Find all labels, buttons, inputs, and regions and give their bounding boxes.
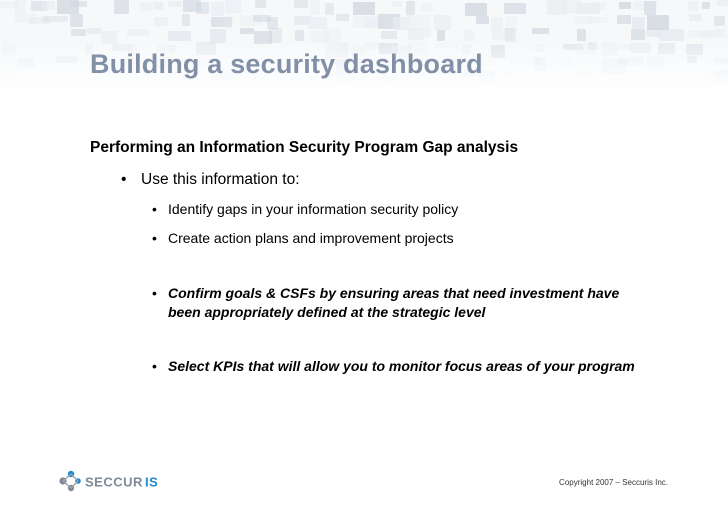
mosaic-tile <box>42 1 55 10</box>
mosaic-tile <box>43 16 68 22</box>
mosaic-tile <box>71 1 87 7</box>
mosaic-tile <box>154 2 163 10</box>
mosaic-tile <box>70 14 83 27</box>
mosaic-tile <box>336 14 349 21</box>
mosaic-tile <box>196 2 209 14</box>
mosaic-tile <box>588 17 608 23</box>
bullet-icon: • <box>152 201 157 217</box>
mosaic-tile <box>182 14 190 26</box>
mosaic-tile <box>87 28 101 34</box>
mosaic-tile <box>659 29 684 41</box>
mosaic-tile <box>577 29 586 41</box>
mosaic-tile <box>295 30 304 41</box>
logo-text-suffix: IS <box>145 474 159 490</box>
logo-mark-icon <box>58 468 178 494</box>
mosaic-tile <box>71 29 86 36</box>
mosaic-tile <box>240 28 254 34</box>
mosaic-tile <box>631 29 645 40</box>
mosaic-tile <box>310 0 320 15</box>
mosaic-tile <box>717 0 728 6</box>
mosaic-tile <box>532 28 549 34</box>
mosaic-tile <box>464 30 474 41</box>
mosaic-tile <box>437 30 445 41</box>
mosaic-tile <box>644 1 656 15</box>
seccuris-logo <box>58 468 178 494</box>
mosaic-tile <box>423 29 431 37</box>
mosaic-tile <box>294 0 308 8</box>
bullet-text: Identify gaps in your information security policy <box>168 201 459 217</box>
mosaic-tile <box>15 0 26 15</box>
mosaic-tile <box>168 31 191 41</box>
mosaic-tile <box>267 17 278 29</box>
bullet-icon: • <box>152 230 157 246</box>
mosaic-tile <box>505 28 516 42</box>
mosaic-tile <box>140 2 153 11</box>
bullet-icon: • <box>121 171 127 188</box>
mosaic-tile <box>504 3 526 14</box>
mosaic-tile <box>714 28 727 38</box>
mosaic-tile <box>168 1 182 7</box>
mosaic-tile <box>353 2 375 15</box>
logo-text-prefix: SECCUR <box>85 474 143 490</box>
mosaic-tile <box>211 2 224 16</box>
mosaic-tile <box>506 16 517 30</box>
mosaic-tile <box>647 15 669 30</box>
mosaic-tile <box>421 3 433 11</box>
mosaic-tile <box>617 15 631 24</box>
mosaic-tile <box>308 17 327 29</box>
mosaic-tile <box>392 1 402 7</box>
mosaic-tile <box>294 16 310 25</box>
mosaic-tile <box>325 3 334 15</box>
mosaic-tile <box>406 1 415 15</box>
slide-title: Building a security dashboard <box>90 49 483 79</box>
bullet-text: Use this information to: <box>141 171 300 188</box>
mosaic-tile <box>689 14 702 21</box>
bullet-text: Confirm goals & CSFs by ensuring areas that need investment have been appropriately defined at the strategic level <box>168 285 620 320</box>
bullet-icon: • <box>152 285 157 301</box>
mosaic-tile <box>714 16 725 26</box>
section-heading: Performing an Information Security Program Gap analysis <box>90 139 519 156</box>
mosaic-tile <box>381 31 397 39</box>
mosaic-tile <box>154 17 168 26</box>
mosaic-tile <box>590 2 605 10</box>
mosaic-tile <box>255 0 266 8</box>
mosaic-tile <box>619 2 631 9</box>
mosaic-tile <box>491 17 503 28</box>
mosaic-tile <box>465 3 487 16</box>
mosaic-tile <box>632 17 645 29</box>
mosaic-tile <box>114 0 129 14</box>
bullet-text: Create action plans and improvement projects <box>168 230 454 246</box>
mosaic-tile <box>688 1 698 11</box>
mosaic-tile <box>406 15 430 30</box>
mosaic-tile <box>408 28 424 40</box>
mosaic-tile <box>225 16 233 29</box>
bullet-icon: • <box>152 358 157 374</box>
copyright-notice: Copyright 2007 – Seccuris Inc. <box>559 478 668 487</box>
mosaic-tile <box>476 16 489 24</box>
mosaic-tile <box>646 28 660 37</box>
mosaic-tile <box>225 0 241 13</box>
bullet-text: Select KPIs that will allow you to monitor focus areas of your program <box>168 358 635 374</box>
mosaic-tile <box>702 2 710 9</box>
mosaic-tile <box>127 29 149 36</box>
mosaic-tile <box>434 15 451 30</box>
